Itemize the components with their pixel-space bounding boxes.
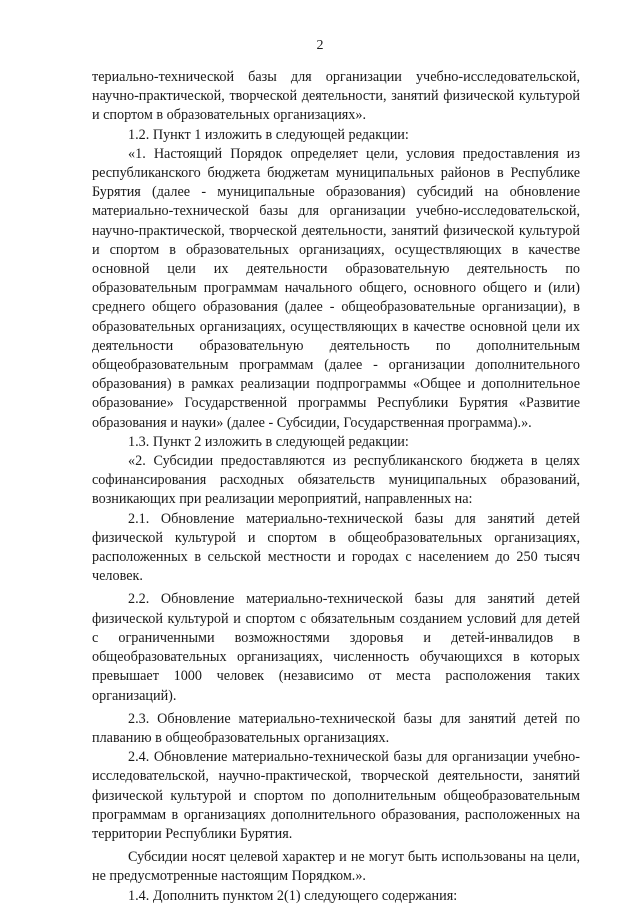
paragraph-continuation: териально-технической базы для организации учебно-исследовательской, научно-практической, творческой деятельности, занятий физической культурой и спортом в образовательных организациях». [92,69,580,124]
paragraph-clause-1: «1. Настоящий Порядок определяет цели, условия предоставления из республиканского бюджета бюджетам муниципальных районов в Республике Бурятия (далее - муниципальные образования) субсидий на обновление материально-технической базы для организации учебно-исследовательской, научно-практической, творческой деятельности, занятий физической культурой и спортом в образовательных организациях, осуществляющих в качестве основной цели их деятельности образовательную деятельность по образовательным программам начального общего, основного общего и (или) среднего общего образования (далее - общеобразовательные организации), в образовательных организациях, осуществляющих в качестве основной цели их деятельности образовательную деятельность по дополнительным общеобразовательным программам (далее - организации дополнительного образования) в рамках реализации подпрограммы «Общее и дополнительное образование» Государственной программы Республики Бурятия «Развитие образования и науки» (далее - Субсидии, Государственная программа).». [92,145,580,431]
paragraph-1-4-heading: 1.4. Дополнить пунктом 2(1) следующего содержания: [128,887,458,904]
paragraph-1-3-heading: 1.3. Пункт 2 изложить в следующей редакции: [128,433,409,450]
paragraph-2-3: 2.3. Обновление материально-технической базы для занятий детей по плаванию в общеобразовательных организациях. [92,710,580,746]
paragraph-2-1: 2.1. Обновление материально-технической базы для занятий детей физической культурой и спортом в общеобразовательных организациях, расположенных в сельской местности и городах с населением до 250 тысяч человек. [92,510,580,585]
paragraph-1-2-heading: 1.2. Пункт 1 изложить в следующей редакции: [128,126,409,143]
paragraph-2-2: 2.2. Обновление материально-технической базы для занятий детей физической культурой и спортом с обязательным созданием условий для детей с ограниченными возможностями здоровья и детей-инвалидов в общеобразовательных организациях, численность обучающихся в которых превышает 1000 человек (независимо от места расположения таких организаций). [92,591,580,704]
paragraph-clause-2: «2. Субсидии предоставляются из республиканского бюджета в целях софинансирования расходных обязательств муниципальных образований, возникающих при реализации мероприятий, направленных на: [92,453,580,508]
document-body [92,68,580,906]
paragraph-2-4: 2.4. Обновление материально-технической базы для организации учебно-исследовательской, научно-практической, творческой деятельности, занятий физической культурой и спортом по дополнительным общеобразовательным программам в организациях дополнительного образования, расположенных на территории Республики Бурятия. [92,749,580,842]
paragraph-subsidies-note: Субсидии носят целевой характер и не могут быть использованы на цели, не предусмотренные настоящим Порядком.». [92,849,580,885]
page-number: 2 [316,38,324,53]
